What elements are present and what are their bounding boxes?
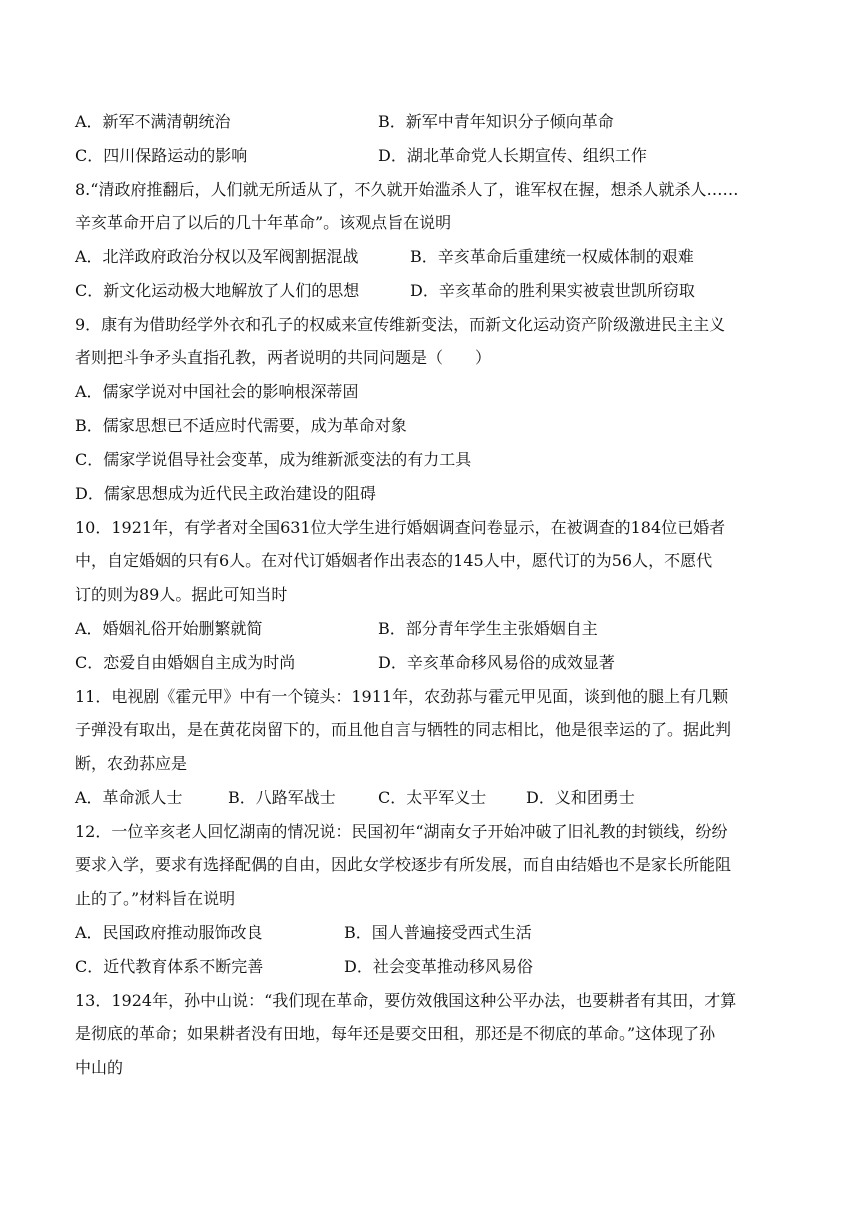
q8-stem-line-1: 8.“清政府推翻后，人们就无所适从了，不久就开始滥杀人了，谁军权在握，想杀人就杀人…… <box>75 180 739 199</box>
q8-option-c: C．新文化运动极大地解放了人们的思想 <box>75 281 360 300</box>
q7-option-d: D．湖北革命党人长期宣传、组织工作 <box>378 146 647 165</box>
q9-option-a: A．儒家学说对中国社会的影响根深蒂固 <box>75 382 359 401</box>
q10-option-d: D．辛亥革命移风易俗的成效显著 <box>378 653 615 672</box>
q12-option-a: A．民国政府推动服饰改良 <box>75 923 263 942</box>
q13-stem-line-3: 中山的 <box>75 1058 124 1077</box>
q9-option-d: D．儒家思想成为近代民主政治建设的阻碍 <box>75 484 376 503</box>
q11-option-c: C．太平军义士 <box>378 788 487 807</box>
q9-stem-line-1: 9．康有为借助经学外衣和孔子的权威来宣传维新变法，而新文化运动资产阶级激进民主主义 <box>75 315 726 334</box>
q10-option-c: C．恋爱自由婚姻自主成为时尚 <box>75 653 296 672</box>
q8-option-a: A．北洋政府政治分权以及军阀割据混战 <box>75 247 359 266</box>
q7-option-b: B．新军中青年知识分子倾向革命 <box>378 112 614 131</box>
q11-stem-line-3: 断，农劲荪应是 <box>75 754 188 773</box>
q10-option-a: A．婚姻礼俗开始删繁就简 <box>75 619 263 638</box>
q7-option-a: A．新军不满清朝统治 <box>75 112 231 131</box>
q8-option-b: B．辛亥革命后重建统一权威体制的艰难 <box>410 247 694 266</box>
q12-stem-line-3: 止的了。”材料旨在说明 <box>75 889 236 908</box>
q10-stem-line-2: 中，自定婚姻的只有6人。在对代订婚姻者作出表态的145人中，愿代订的为56人，不愿代 <box>75 551 713 570</box>
q10-option-b: B．部分青年学生主张婚姻自主 <box>378 619 598 638</box>
q13-stem-line-1: 13．1924年，孙中山说：“我们现在革命，要仿效俄国这种公平办法，也要耕者有其田，才算 <box>75 991 737 1010</box>
q13-stem-line-2: 是彻底的革命；如果耕者没有田地，每年还是要交田租，那还是不彻底的革命。”这体现了孙 <box>75 1024 716 1043</box>
q12-option-b: B．国人普遍接受西式生活 <box>344 923 532 942</box>
q8-stem-line-2: 辛亥革命开启了以后的几十年革命”。该观点旨在说明 <box>75 213 452 232</box>
q11-option-b: B．八路军战士 <box>228 788 336 807</box>
q8-option-d: D．辛亥革命的胜利果实被袁世凯所窃取 <box>410 281 695 300</box>
q12-stem-line-1: 12．一位辛亥老人回忆湖南的情况说：民国初年“湖南女子开始冲破了旧礼教的封锁线，纷纷 <box>75 822 728 841</box>
q10-stem-line-3: 订的则为89人。据此可知当时 <box>75 585 288 604</box>
q9-stem-line-2: 者则把斗争矛头直指孔教，两者说明的共同问题是（ ） <box>75 348 492 367</box>
q11-option-a: A．革命派人士 <box>75 788 183 807</box>
q12-option-c: C．近代教育体系不断完善 <box>75 957 264 976</box>
q7-option-c: C．四川保路运动的影响 <box>75 146 248 165</box>
q10-stem-line-1: 10．1921年，有学者对全国631位大学生进行婚姻调查问卷显示，在被调查的184位已婚者 <box>75 518 726 537</box>
q11-stem-line-2: 子弹没有取出，是在黄花岗留下的，而且他自言与牺牲的同志相比，他是很幸运的了。据此判 <box>75 720 732 739</box>
q9-option-b: B．儒家思想已不适应时代需要，成为革命对象 <box>75 416 407 435</box>
q12-stem-line-2: 要求入学，要求有选择配偶的自由，因此女学校逐步有所发展，而自由结婚也不是家长所能阻 <box>75 855 732 874</box>
q11-stem-line-1: 11．电视剧《霍元甲》中有一个镜头：1911年，农劲荪与霍元甲见面，谈到他的腿上有几颗 <box>75 687 729 706</box>
q11-option-d: D．义和团勇士 <box>526 788 635 807</box>
q9-option-c: C．儒家学说倡导社会变革，成为维新派变法的有力工具 <box>75 450 472 469</box>
q12-option-d: D．社会变革推动移风易俗 <box>344 957 533 976</box>
